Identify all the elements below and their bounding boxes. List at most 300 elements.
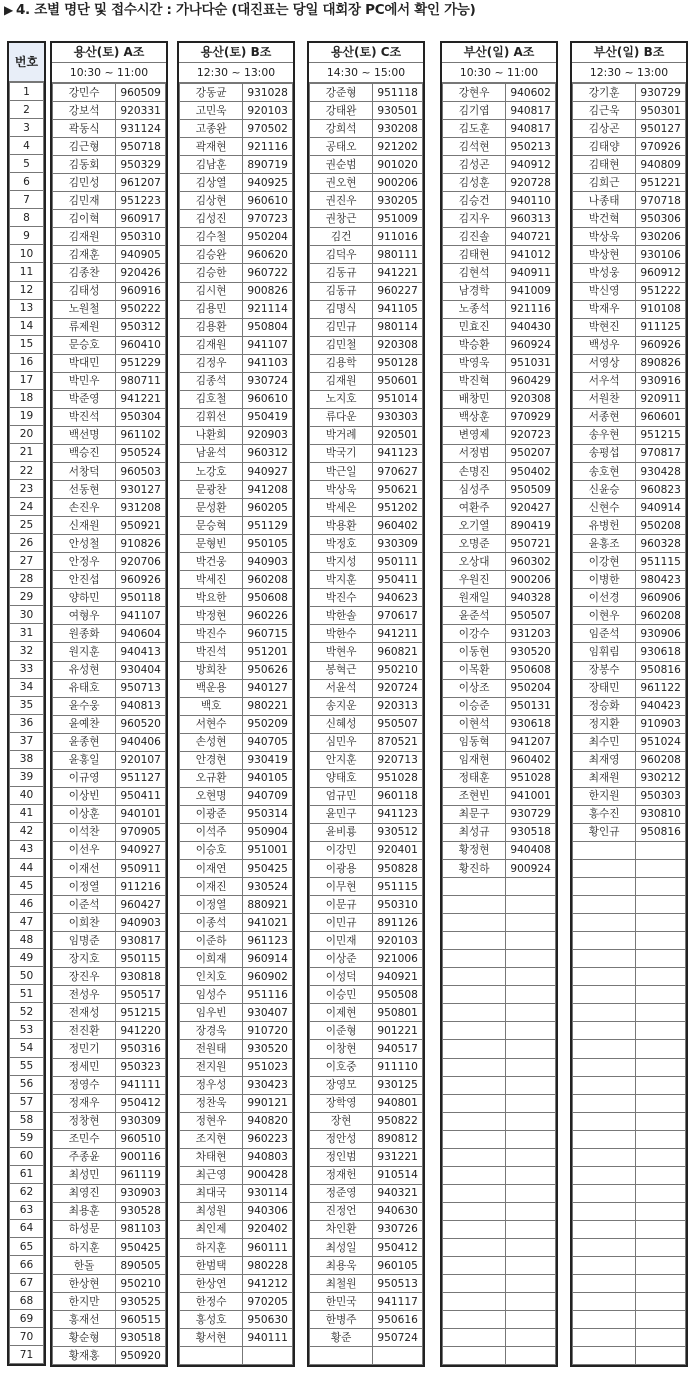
player-birthdate: 930729	[506, 805, 556, 823]
table-row	[573, 264, 686, 282]
player-birthdate: 960520	[116, 715, 166, 733]
player-birthdate: 930818	[116, 968, 166, 986]
group-title: 용산(토) A조	[52, 43, 166, 63]
number-row	[10, 696, 44, 714]
player-name: 정영수	[53, 1076, 116, 1094]
table-row	[443, 751, 556, 769]
table-row	[310, 625, 423, 643]
table-row	[53, 174, 166, 192]
player-name: 오현명	[180, 787, 243, 805]
player-name: 김상열	[180, 174, 243, 192]
player-birthdate	[506, 1040, 556, 1058]
table-row	[180, 408, 293, 426]
player-birthdate: 890505	[116, 1257, 166, 1275]
player-name: 김정우	[180, 354, 243, 372]
player-birthdate: 960208	[636, 607, 686, 625]
table-row	[443, 264, 556, 282]
player-name: 김희근	[573, 174, 636, 192]
player-name: 한돌	[53, 1257, 116, 1275]
player-name: 김용환	[180, 318, 243, 336]
player-birthdate: 920331	[116, 102, 166, 120]
player-name: 윤예찬	[53, 715, 116, 733]
player-name: 전지원	[180, 1058, 243, 1076]
player-birthdate: 980711	[116, 372, 166, 390]
player-birthdate: 970817	[636, 444, 686, 462]
player-name: 남경학	[443, 282, 506, 300]
player-name: 황진하	[443, 860, 506, 878]
player-birthdate: 950718	[116, 138, 166, 156]
player-birthdate: 950804	[243, 318, 293, 336]
player-name: 백성우	[573, 336, 636, 354]
player-name: 전진환	[53, 1022, 116, 1040]
table-row	[310, 986, 423, 1004]
table-row	[53, 1220, 166, 1238]
player-name: 박용환	[310, 517, 373, 535]
table-row	[310, 733, 423, 751]
player-name: 남윤석	[180, 444, 243, 462]
player-name: 박한솔	[310, 607, 373, 625]
player-name: 윤종현	[53, 733, 116, 751]
player-name: 이병한	[573, 571, 636, 589]
player-name: 최근영	[180, 1166, 243, 1184]
player-name: 김용민	[180, 300, 243, 318]
table-row	[180, 950, 293, 968]
table-row	[443, 896, 556, 914]
player-name: 이상빈	[53, 787, 116, 805]
player-birthdate: 950608	[506, 661, 556, 679]
number-row	[10, 1183, 44, 1201]
table-row	[53, 138, 166, 156]
player-name: 정창현	[53, 1112, 116, 1130]
player-birthdate: 960926	[116, 571, 166, 589]
player-name: 김기엽	[443, 102, 506, 120]
player-name	[573, 968, 636, 986]
player-birthdate: 921116	[243, 138, 293, 156]
player-name: 김건	[310, 228, 373, 246]
player-name: 박준영	[53, 390, 116, 408]
player-birthdate: 941207	[506, 733, 556, 751]
player-name: 홍성호	[180, 1311, 243, 1329]
table-row	[443, 914, 556, 932]
number-row	[10, 407, 44, 425]
table-row	[310, 535, 423, 553]
table-row	[573, 589, 686, 607]
player-name: 우원진	[443, 571, 506, 589]
player-birthdate: 940111	[243, 1329, 293, 1347]
table-row	[310, 769, 423, 787]
table-row	[180, 372, 293, 390]
player-birthdate: 950316	[116, 1040, 166, 1058]
table-row	[310, 932, 423, 950]
table-row	[443, 1293, 556, 1311]
player-name: 인치호	[180, 968, 243, 986]
player-birthdate	[636, 1166, 686, 1184]
player-name: 최성민	[53, 1166, 116, 1184]
player-name	[573, 950, 636, 968]
player-name: 이강민	[310, 841, 373, 859]
player-birthdate: 930309	[373, 535, 423, 553]
table-row	[53, 102, 166, 120]
table-row	[310, 1076, 423, 1094]
player-name	[443, 1040, 506, 1058]
player-name	[443, 1004, 506, 1022]
player-birthdate: 970926	[636, 138, 686, 156]
player-birthdate	[636, 1130, 686, 1148]
player-name: 신혜성	[310, 715, 373, 733]
number-row	[10, 209, 44, 227]
player-birthdate: 951118	[373, 84, 423, 102]
player-birthdate	[506, 1275, 556, 1293]
row-number: 60	[10, 1147, 44, 1165]
player-name	[443, 1022, 506, 1040]
player-birthdate: 890719	[243, 156, 293, 174]
table-row	[180, 1184, 293, 1202]
player-name: 황정현	[443, 841, 506, 859]
table-row	[443, 1004, 556, 1022]
player-name: 강보석	[53, 102, 116, 120]
number-row	[10, 732, 44, 750]
number-row	[10, 353, 44, 371]
player-name	[443, 932, 506, 950]
table-row	[443, 1112, 556, 1130]
player-birthdate: 970723	[243, 210, 293, 228]
table-row	[53, 932, 166, 950]
player-name	[443, 1275, 506, 1293]
table-row	[180, 1094, 293, 1112]
table-row	[53, 535, 166, 553]
row-number: 44	[10, 859, 44, 877]
player-name: 최재원	[573, 769, 636, 787]
number-row	[10, 768, 44, 786]
player-name: 윤홍일	[53, 751, 116, 769]
player-name: 백선명	[53, 426, 116, 444]
player-name: 이희재	[180, 950, 243, 968]
table-row	[573, 986, 686, 1004]
table-row	[53, 986, 166, 1004]
number-row	[10, 714, 44, 732]
player-name: 오명준	[443, 535, 506, 553]
player-name: 박요한	[180, 589, 243, 607]
group-panel	[307, 41, 425, 1367]
player-name: 장봉수	[573, 661, 636, 679]
player-birthdate	[506, 1058, 556, 1076]
table-row	[573, 1184, 686, 1202]
player-name: 이민재	[310, 932, 373, 950]
table-row	[180, 625, 293, 643]
player-name: 방희찬	[180, 661, 243, 679]
player-name: 김동규	[310, 282, 373, 300]
player-name: 서종현	[573, 408, 636, 426]
player-name: 손성현	[180, 733, 243, 751]
player-name: 조지현	[180, 1130, 243, 1148]
player-name: 박진수	[310, 589, 373, 607]
player-birthdate: 910903	[636, 715, 686, 733]
player-name: 김재원	[180, 336, 243, 354]
table-row	[53, 607, 166, 625]
table-row	[573, 625, 686, 643]
table-row	[180, 282, 293, 300]
group-table	[179, 83, 293, 1365]
player-name: 박거례	[310, 426, 373, 444]
player-name: 신윤승	[573, 481, 636, 499]
player-name: 정안성	[310, 1130, 373, 1148]
table-row	[180, 751, 293, 769]
player-birthdate: 921114	[243, 300, 293, 318]
player-name: 이재선	[53, 860, 116, 878]
player-name: 박세진	[180, 571, 243, 589]
player-birthdate	[506, 1311, 556, 1329]
player-birthdate: 951014	[373, 390, 423, 408]
player-birthdate: 960402	[373, 517, 423, 535]
player-birthdate: 930726	[373, 1220, 423, 1238]
table-row	[180, 390, 293, 408]
player-name: 조민수	[53, 1130, 116, 1148]
player-birthdate: 950310	[373, 896, 423, 914]
player-birthdate	[636, 1094, 686, 1112]
group-table	[52, 83, 166, 1365]
number-row	[10, 263, 44, 281]
number-row	[10, 750, 44, 768]
table-row	[180, 462, 293, 480]
table-row	[180, 733, 293, 751]
table-row	[53, 1166, 166, 1184]
player-name	[443, 1311, 506, 1329]
player-birthdate	[636, 1004, 686, 1022]
table-row	[443, 390, 556, 408]
table-row	[180, 156, 293, 174]
player-name: 장경욱	[180, 1022, 243, 1040]
player-birthdate: 940925	[243, 174, 293, 192]
player-name: 문형빈	[180, 535, 243, 553]
player-birthdate: 940623	[373, 589, 423, 607]
player-birthdate: 930205	[373, 192, 423, 210]
player-birthdate: 930423	[243, 1076, 293, 1094]
player-name	[573, 896, 636, 914]
player-birthdate: 920308	[506, 390, 556, 408]
table-row	[573, 823, 686, 841]
table-row	[53, 1275, 166, 1293]
player-birthdate: 960227	[373, 282, 423, 300]
player-name: 서원찬	[573, 390, 636, 408]
number-row	[10, 1201, 44, 1219]
table-row	[443, 481, 556, 499]
row-number: 35	[10, 696, 44, 714]
table-row	[573, 643, 686, 661]
player-name: 공태오	[310, 138, 373, 156]
table-row	[53, 896, 166, 914]
player-birthdate: 960610	[243, 390, 293, 408]
player-birthdate: 950208	[636, 517, 686, 535]
table-row	[310, 354, 423, 372]
table-row	[573, 1148, 686, 1166]
player-birthdate: 950801	[373, 1004, 423, 1022]
table-row	[443, 1202, 556, 1220]
player-birthdate	[506, 1130, 556, 1148]
player-name: 홍재선	[53, 1311, 116, 1329]
player-birthdate: 950111	[373, 553, 423, 571]
player-birthdate: 920501	[373, 426, 423, 444]
table-row	[573, 1022, 686, 1040]
player-name: 김근형	[53, 138, 116, 156]
table-row	[310, 1202, 423, 1220]
table-row	[53, 571, 166, 589]
number-row	[10, 1256, 44, 1274]
player-name: 임우빈	[180, 1004, 243, 1022]
player-name: 안지훈	[310, 751, 373, 769]
table-row	[443, 1022, 556, 1040]
table-row	[573, 84, 686, 102]
player-birthdate: 930903	[116, 1184, 166, 1202]
row-number: 19	[10, 407, 44, 425]
player-name: 원지훈	[53, 643, 116, 661]
row-number: 18	[10, 389, 44, 407]
player-birthdate: 920706	[116, 553, 166, 571]
table-row	[53, 282, 166, 300]
player-birthdate: 940602	[506, 84, 556, 102]
player-birthdate: 920728	[506, 174, 556, 192]
table-row	[573, 192, 686, 210]
player-birthdate: 930309	[116, 1112, 166, 1130]
table-row	[443, 769, 556, 787]
table-row	[443, 120, 556, 138]
player-birthdate: 960821	[373, 643, 423, 661]
row-number: 62	[10, 1183, 44, 1201]
number-row	[10, 642, 44, 660]
player-birthdate: 951127	[116, 769, 166, 787]
player-birthdate: 940709	[243, 787, 293, 805]
player-birthdate: 940604	[116, 625, 166, 643]
player-birthdate: 950513	[373, 1275, 423, 1293]
player-name	[443, 1112, 506, 1130]
number-row	[10, 1328, 44, 1346]
row-number: 15	[10, 335, 44, 353]
player-name: 홍수진	[573, 805, 636, 823]
player-name: 권순범	[310, 156, 373, 174]
table-row	[310, 1257, 423, 1275]
player-name	[443, 950, 506, 968]
table-row	[573, 751, 686, 769]
table-row	[573, 878, 686, 896]
player-birthdate	[506, 1166, 556, 1184]
table-row	[443, 625, 556, 643]
player-name: 임준석	[573, 625, 636, 643]
player-birthdate	[636, 1076, 686, 1094]
player-birthdate	[506, 1257, 556, 1275]
row-number: 45	[10, 877, 44, 895]
player-birthdate: 930212	[636, 769, 686, 787]
group-panel	[50, 41, 168, 1367]
player-birthdate: 950209	[243, 715, 293, 733]
table-row	[573, 300, 686, 318]
player-name: 이광준	[180, 805, 243, 823]
player-name: 최문구	[443, 805, 506, 823]
player-birthdate: 930404	[116, 661, 166, 679]
table-row	[53, 589, 166, 607]
player-birthdate: 901221	[373, 1022, 423, 1040]
table-row	[180, 1166, 293, 1184]
player-birthdate: 930428	[636, 462, 686, 480]
player-birthdate: 950507	[373, 715, 423, 733]
player-name: 노종석	[443, 300, 506, 318]
player-name	[573, 878, 636, 896]
player-name: 김휘선	[180, 408, 243, 426]
player-name: 황재홍	[53, 1347, 116, 1365]
player-birthdate	[636, 1347, 686, 1365]
player-birthdate: 940905	[116, 246, 166, 264]
table-row	[573, 318, 686, 336]
number-row	[10, 371, 44, 389]
player-name: 박영욱	[443, 354, 506, 372]
number-row	[10, 967, 44, 985]
player-birthdate: 990121	[243, 1094, 293, 1112]
player-birthdate: 950507	[506, 607, 556, 625]
number-row	[10, 1093, 44, 1111]
player-name: 박신영	[573, 282, 636, 300]
player-birthdate: 980228	[243, 1257, 293, 1275]
group-table	[572, 83, 686, 1365]
table-row	[443, 1257, 556, 1275]
table-row	[310, 805, 423, 823]
table-row	[53, 1184, 166, 1202]
table-row	[573, 896, 686, 914]
number-row	[10, 443, 44, 461]
player-birthdate: 930618	[636, 643, 686, 661]
player-birthdate: 920402	[243, 1220, 293, 1238]
section-heading-text: 4. 조별 명단 및 접수시간 : 가나다순 (대진표는 당일 대회장 PC에서 확인 가능)	[15, 2, 476, 18]
row-number: 10	[10, 245, 44, 263]
table-row	[573, 174, 686, 192]
table-row	[573, 950, 686, 968]
player-birthdate: 890826	[636, 354, 686, 372]
player-birthdate: 960105	[373, 1257, 423, 1275]
table-row	[310, 1004, 423, 1022]
player-birthdate: 911216	[116, 878, 166, 896]
table-row	[53, 1058, 166, 1076]
table-row	[573, 860, 686, 878]
row-number: 2	[10, 101, 44, 119]
player-birthdate	[636, 1202, 686, 1220]
player-birthdate: 960302	[506, 553, 556, 571]
table-row	[573, 1293, 686, 1311]
player-name: 심민우	[310, 733, 373, 751]
player-birthdate: 931221	[373, 1148, 423, 1166]
table-row	[53, 878, 166, 896]
number-row	[10, 1003, 44, 1021]
player-name: 김성진	[180, 210, 243, 228]
player-birthdate: 940912	[506, 156, 556, 174]
table-row	[53, 1094, 166, 1112]
table-row	[443, 1311, 556, 1329]
table-row	[310, 1347, 423, 1365]
player-birthdate: 940813	[116, 697, 166, 715]
row-number: 37	[10, 732, 44, 750]
player-birthdate: 951201	[243, 643, 293, 661]
player-birthdate: 960111	[243, 1239, 293, 1257]
player-name: 진정언	[310, 1202, 373, 1220]
player-birthdate: 960410	[116, 336, 166, 354]
player-name: 이선경	[573, 589, 636, 607]
player-name	[573, 1076, 636, 1094]
table-row	[180, 607, 293, 625]
table-row	[53, 426, 166, 444]
player-birthdate: 960620	[243, 246, 293, 264]
group-title: 부산(일) B조	[572, 43, 686, 63]
player-birthdate: 950411	[373, 571, 423, 589]
player-name: 박민우	[53, 372, 116, 390]
table-row	[443, 246, 556, 264]
table-row	[573, 914, 686, 932]
table-row	[53, 968, 166, 986]
